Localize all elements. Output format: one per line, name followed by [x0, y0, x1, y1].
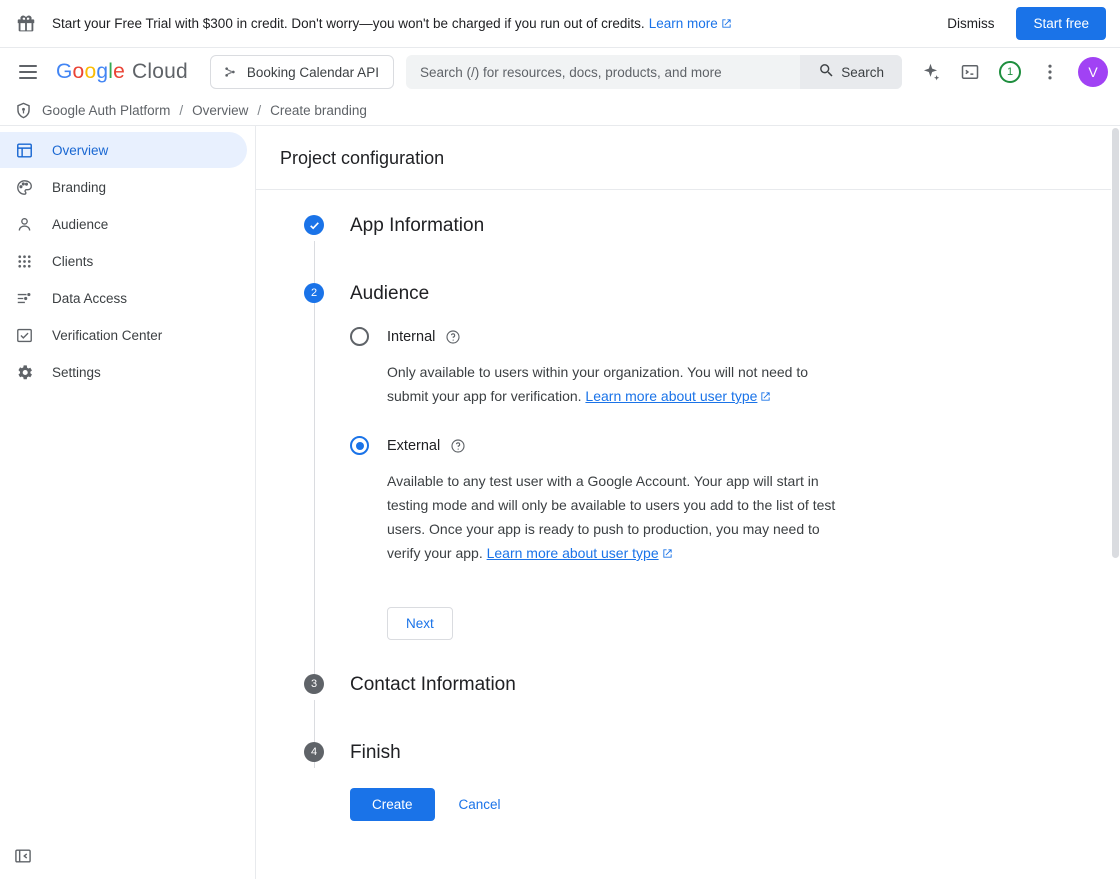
search-button-label: Search	[841, 64, 884, 80]
create-button[interactable]: Create	[350, 788, 435, 821]
appbar-icon-group	[912, 54, 1108, 90]
breadcrumb	[0, 96, 1120, 126]
sidebar-nav-list	[0, 126, 255, 390]
scrollbar-thumb[interactable]	[1112, 128, 1119, 558]
promo-message	[52, 16, 732, 31]
hamburger-menu-icon[interactable]	[14, 58, 42, 86]
step-connector-2	[314, 309, 315, 688]
gemini-sparkle-icon[interactable]	[912, 54, 948, 90]
step-marker-2: 2	[304, 283, 324, 303]
cancel-button[interactable]: Cancel	[443, 788, 517, 821]
breadcrumb-separator-1: /	[257, 103, 262, 118]
radio-internal[interactable]	[350, 327, 369, 346]
help-icon[interactable]	[445, 329, 461, 345]
step-marker-4: 4	[304, 742, 324, 762]
search-input[interactable]	[406, 65, 800, 80]
internal-learn-more-link[interactable]	[585, 388, 771, 404]
sidebar-item-label-settings: Settings	[52, 364, 101, 380]
external-learn-more-label: Learn more about user type	[486, 545, 659, 561]
sidebar-item-branding[interactable]	[0, 169, 247, 205]
logo-letter-o1: o	[72, 60, 85, 83]
step-app-information	[280, 215, 1070, 283]
sidebar-item-label-verification-center: Verification Center	[52, 327, 163, 343]
step-title-audience: Audience	[350, 283, 430, 304]
radio-external[interactable]	[350, 436, 369, 455]
project-selector-icon	[222, 64, 238, 80]
sidebar-item-label-overview: Overview	[52, 142, 109, 158]
step-title-contact-information: Contact Information	[350, 674, 516, 695]
top-app-bar	[0, 48, 1120, 96]
breadcrumb-separator-0: /	[179, 103, 184, 118]
sidebar-item-audience[interactable]	[0, 206, 247, 242]
audience-person-icon	[14, 214, 34, 234]
data-access-icon	[14, 288, 34, 308]
internal-description-text: Only available to users within your organization. You will not need to submit your app for verification.	[387, 364, 809, 404]
external-learn-more-link[interactable]	[487, 545, 673, 561]
notification-badge: 1	[999, 61, 1021, 83]
body-wrapper	[0, 126, 1120, 879]
page-title: Project configuration	[256, 126, 1120, 190]
audience-option-external[interactable]	[350, 436, 1070, 455]
logo-letter-o2: o	[84, 60, 97, 83]
google-cloud-logo[interactable]	[56, 60, 188, 84]
main-scrollbar[interactable]	[1111, 126, 1120, 879]
verification-center-icon	[14, 325, 34, 345]
footer-actions	[350, 788, 1070, 821]
step-finish	[280, 742, 1070, 764]
audience-step-body	[350, 305, 1070, 674]
sidebar-item-settings[interactable]	[0, 354, 247, 390]
external-link-icon	[721, 17, 732, 28]
scroll-area	[256, 189, 1120, 879]
sidebar-item-data-access[interactable]	[0, 280, 247, 316]
promo-learn-more-label: Learn more	[648, 16, 718, 31]
cloud-shell-icon[interactable]	[952, 54, 988, 90]
breadcrumb-item-0[interactable]: Google Auth Platform	[42, 103, 171, 118]
logo-letter-e: e	[113, 60, 125, 83]
search-button[interactable]	[800, 55, 902, 89]
logo-letter-g: G	[56, 60, 73, 83]
step-marker-1	[304, 215, 324, 235]
step-audience	[280, 283, 1070, 674]
avatar[interactable]: V	[1078, 57, 1108, 87]
next-button[interactable]: Next	[387, 607, 453, 640]
branding-palette-icon	[14, 177, 34, 197]
project-name: Booking Calendar API	[246, 64, 379, 80]
radio-description-internal	[387, 360, 837, 408]
breadcrumb-item-2: Create branding	[270, 103, 367, 118]
step-marker-3: 3	[304, 674, 324, 694]
radio-description-external	[387, 469, 837, 565]
step-3-spacer	[350, 696, 1070, 742]
clients-grid-icon	[14, 251, 34, 271]
audience-option-internal[interactable]	[350, 327, 1070, 346]
step-1-spacer	[350, 237, 1070, 283]
external-link-icon	[760, 385, 771, 396]
logo-letter-g2: g	[96, 60, 109, 83]
auth-platform-shield-icon	[14, 101, 33, 120]
audience-options-gap	[350, 408, 1070, 436]
project-configuration-stepper	[280, 215, 1070, 821]
search-bar[interactable]	[406, 55, 902, 89]
overview-icon	[14, 140, 34, 160]
sidebar-item-label-clients: Clients	[52, 253, 94, 269]
project-selector[interactable]	[210, 55, 394, 89]
sidebar-item-overview[interactable]	[0, 132, 247, 168]
promo-message-text: Start your Free Trial with $300 in credit. Don't worry—you won't be charged if you run out of credits.	[52, 16, 645, 31]
settings-gear-icon	[14, 362, 34, 382]
notifications-icon[interactable]	[992, 54, 1028, 90]
dismiss-button[interactable]: Dismiss	[933, 8, 1008, 39]
more-options-icon[interactable]	[1032, 54, 1068, 90]
sidebar-item-label-branding: Branding	[52, 179, 107, 195]
step-title-finish: Finish	[350, 742, 401, 763]
logo-word-cloud: Cloud	[131, 60, 188, 83]
audience-bottom-gap	[350, 640, 1070, 674]
external-link-icon	[662, 542, 673, 553]
breadcrumb-item-1[interactable]: Overview	[192, 103, 249, 118]
external-description-text: Available to any test user with a Google Account. Your app will start in testing mode and will only be available to users you add to the list of test users. Once your app is ready to push to production, you may need to verify your app.	[387, 473, 836, 561]
radio-label-internal: Internal	[387, 328, 436, 345]
sidebar-item-label-data-access: Data Access	[52, 290, 128, 306]
search-icon	[818, 62, 835, 82]
sidebar	[0, 126, 256, 879]
sidebar-item-clients[interactable]	[0, 243, 247, 279]
help-icon[interactable]	[450, 438, 466, 454]
gift-icon	[14, 12, 38, 36]
main-content	[256, 126, 1120, 879]
promo-learn-more-link[interactable]	[649, 16, 732, 31]
collapse-panel-icon[interactable]	[10, 843, 36, 869]
sidebar-item-verification-center[interactable]	[0, 317, 247, 353]
start-free-button[interactable]: Start free	[1016, 7, 1106, 40]
step-contact-information	[280, 674, 1070, 742]
step-title-app-information: App Information	[350, 215, 485, 236]
radio-label-external: External	[387, 437, 441, 454]
sidebar-item-label-audience: Audience	[52, 216, 109, 232]
logo-letter-l: l	[108, 60, 114, 83]
free-trial-promo-bar	[0, 0, 1120, 48]
internal-learn-more-label: Learn more about user type	[585, 388, 758, 404]
